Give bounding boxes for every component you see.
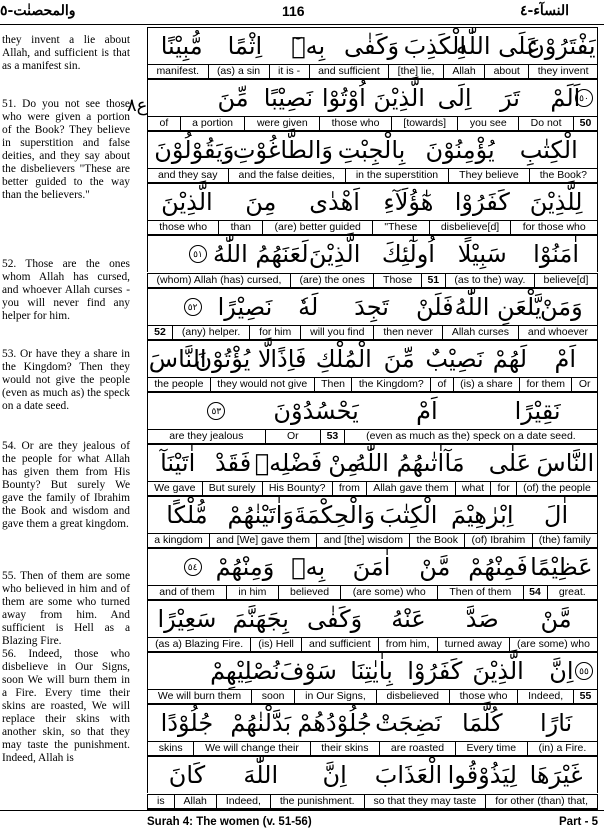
arabic-word: وَكَفٰى <box>307 605 363 634</box>
verse-number-marker: ٥٣ <box>207 402 225 420</box>
gloss-cell: Allah gave them <box>366 482 455 495</box>
arabic-word: لَّا يُؤْتُوْنَ <box>194 344 272 373</box>
gloss-cell: are they jealous <box>169 429 244 442</box>
gloss-cell: are roasted <box>379 742 455 755</box>
gloss-verse-number: 54 <box>523 586 547 599</box>
gloss-cell: (are some) who <box>509 638 597 651</box>
arabic-word: وَالْحِكْمَةَ <box>294 500 376 529</box>
part-indicator: Part - 5 <box>559 816 598 828</box>
arabic-word: اٰتَيْنَآ <box>160 448 196 477</box>
gloss-cell: turned away <box>437 638 509 651</box>
gloss-cell: Indeed, <box>216 795 270 808</box>
gloss-cell: (any) helper. <box>172 326 249 339</box>
arabic-word: سَوْفَ <box>279 657 337 686</box>
gloss-cell: of <box>159 117 169 130</box>
gloss-cell: in Our Signs, <box>294 690 375 703</box>
arabic-word: كُلَّمَا <box>461 709 503 738</box>
verse-number-marker: ٥٤ <box>184 558 202 576</box>
gloss-cell: in him <box>226 586 278 599</box>
arabic-line <box>147 756 598 793</box>
english-gloss-line <box>147 794 598 809</box>
arabic-line <box>147 652 598 689</box>
arabic-word: مِّنَ <box>217 84 249 113</box>
arabic-line <box>147 444 598 481</box>
gloss-cell: disbelieved <box>376 690 449 703</box>
juz-name-arabic: والمحصنٰت-٥ <box>0 3 76 19</box>
gloss-cell: you see <box>457 117 518 130</box>
arabic-word: اَمْ <box>416 396 438 425</box>
translation-paragraph: 52. Those are the ones whom Allah has cursed, and whoever Allah curses - you will never find any helper for him. <box>2 258 130 322</box>
arabic-word: يَفْتَرُوْنَ <box>527 32 596 61</box>
gloss-cell: they would not give <box>210 378 314 391</box>
arabic-word: لَهٗ <box>298 292 319 321</box>
english-gloss-line <box>147 64 598 79</box>
gloss-cell: (is) Hell <box>250 638 301 651</box>
english-gloss-line <box>147 741 598 756</box>
arabic-word: غَيْرَهَا <box>529 761 583 790</box>
gloss-cell: But surely <box>202 482 262 495</box>
arabic-word: عَنْهُ <box>391 605 426 634</box>
translation-paragraph: 53. Or have they a share in the Kingdom? Then they would not give the people (even as much as) the speck on a date seed. <box>2 348 130 412</box>
arabic-word: اِبْرٰهِيْمَ <box>451 500 514 529</box>
arabic-word: تَرَ <box>499 84 520 113</box>
gloss-cell: and [We] gave them <box>209 534 316 547</box>
arabic-word: اللّٰهَ <box>243 761 279 790</box>
arabic-word: الْكِتٰبَ <box>379 500 438 529</box>
arabic-word: اٰتٰىهُمُ اللّٰهُ <box>354 448 445 477</box>
gloss-cell: (are some) who <box>340 586 437 599</box>
arabic-word: مُّلْكًا <box>166 500 208 529</box>
arabic-word: نُصْلِيْهِمْ <box>210 657 280 686</box>
gloss-cell: from <box>332 482 366 495</box>
arabic-line <box>147 340 598 377</box>
gloss-cell: in the superstition <box>345 169 448 182</box>
gloss-cell: the people <box>154 377 204 390</box>
gloss-cell: for other (than) that, <box>485 795 597 808</box>
arabic-word: اٰلَ <box>544 500 569 529</box>
arabic-word: هٰٓؤُلَآءِ <box>383 188 434 217</box>
gloss-cell: (the) family <box>532 534 597 547</box>
arabic-word: النَّاسَ <box>148 344 207 373</box>
arabic-word: نَصِيْبًا <box>263 84 314 113</box>
gloss-cell: will you find <box>300 326 373 339</box>
arabic-line <box>147 600 598 637</box>
verse-number-marker: ٥١ <box>189 245 207 263</box>
gloss-cell: (even as much as the) speck on a date seed. <box>344 430 597 443</box>
gloss-cell: about <box>484 65 528 78</box>
gloss-cell: what <box>455 482 491 495</box>
arabic-word: مَّنْ <box>540 605 572 634</box>
gloss-cell: great. <box>547 586 597 599</box>
arabic-word: اَمْ <box>554 344 577 373</box>
gloss-cell: believed <box>278 586 341 599</box>
gloss-cell: those who <box>159 221 208 234</box>
gloss-cell: (of) Ibrahim <box>464 534 531 547</box>
gloss-cell: Every time <box>455 742 527 755</box>
arabic-word: لِيَذُوْقُوا <box>447 761 517 790</box>
arabic-word: يَحْسُدُوْنَ <box>273 396 359 425</box>
arabic-word: لِلَّذِيْنَ <box>529 188 583 217</box>
arabic-word: لَعَنَهُمُ اللّٰهُ <box>212 240 309 269</box>
arabic-word: الْعَذَابَ <box>374 761 443 790</box>
arabic-word: يُؤْمِنُوْنَ <box>425 136 495 165</box>
arabic-word: اِنَّ <box>322 761 347 790</box>
arabic-word: بِهٖٓ <box>291 32 326 61</box>
arabic-word: سَعِيْرًا <box>157 605 217 634</box>
arabic-word: الَّذِيْنَ <box>472 657 524 686</box>
gloss-cell: than <box>218 221 262 234</box>
translation-paragraph: 56. Indeed, those who disbelieve in Our Signs, soon We will burn them in a Fire. Every time their skins are roasted, We will replace their skins with another skin, so that they may taste the punishment. Indeed, Allah is <box>2 648 130 764</box>
gloss-cell: those who <box>319 117 391 130</box>
gloss-cell: Or <box>265 430 320 443</box>
english-gloss-line <box>147 273 598 288</box>
gloss-cell: the Book <box>409 534 464 547</box>
gloss-cell: and they say <box>157 169 218 182</box>
gloss-verse-number: 52 <box>154 325 166 338</box>
gloss-cell: is <box>157 794 165 807</box>
gloss-cell: Those <box>373 274 420 287</box>
arabic-word: وَكَفٰى <box>343 32 400 61</box>
arabic-word: فَاِذًا <box>270 344 307 373</box>
arabic-word: فَمِنْهُمْ <box>468 553 528 582</box>
gloss-cell: of <box>430 378 453 391</box>
gloss-cell: (are) the ones <box>290 274 374 287</box>
arabic-word: مَّنْ <box>419 553 451 582</box>
gloss-cell: (whom) Allah (has) cursed, <box>156 273 282 286</box>
arabic-word: مِنَ <box>245 188 277 217</box>
surah-reference: Surah 4: The women (v. 51-56) <box>147 816 312 828</box>
gloss-cell: [the] lie, <box>388 65 443 78</box>
arabic-word: جُلُوْدًا <box>160 709 214 738</box>
english-gloss-line <box>147 585 598 600</box>
gloss-cell: they invent <box>528 65 597 78</box>
translation-paragraph: 55. Then of them are some who believed in him and of them are some who turned away from him. And sufficient is Hell as a Blazing Fire. <box>2 570 130 647</box>
gloss-cell: We will burn them <box>157 690 242 703</box>
arabic-word: مِنْ <box>328 448 360 477</box>
gloss-cell: Allah <box>443 65 484 78</box>
surah-name-arabic: النسآء-٤ <box>520 3 570 19</box>
english-gloss-line <box>147 220 598 235</box>
arabic-line <box>147 27 598 64</box>
arabic-word: وَاٰتَيْنٰهُمْ <box>227 500 294 529</box>
arabic-line <box>147 704 598 741</box>
gloss-cell: Allah curses <box>442 326 518 339</box>
gloss-cell: Or <box>571 378 597 391</box>
gloss-cell: (is) a share <box>453 378 519 391</box>
gloss-cell: (in) a Fire. <box>527 742 597 755</box>
gloss-verse-number: 55 <box>573 690 597 703</box>
arabic-word: كَفَرُوْا <box>454 188 510 217</box>
arabic-word: اٰمَنَ <box>352 553 391 582</box>
gloss-cell: a kingdom <box>154 534 203 546</box>
gloss-cell: We will change their <box>193 742 309 755</box>
arabic-word: وَمِنْهُمْ <box>215 553 275 582</box>
gloss-cell: and sufficient <box>309 65 389 78</box>
gloss-cell: a portion <box>180 117 245 130</box>
arabic-word: الَّذِيْنَ <box>308 240 361 269</box>
arabic-word: نَقِيْرًا <box>514 396 561 425</box>
gloss-cell: then never <box>373 326 442 339</box>
arabic-word: نَارًا <box>539 709 573 738</box>
verse-number-marker: ٥٥ <box>575 662 593 680</box>
header-divider <box>0 24 604 25</box>
gloss-cell: the punishment. <box>270 795 364 808</box>
translation-paragraph: they invent a lie about Allah, and sufficient is that as a manifest sin. <box>2 34 130 72</box>
english-gloss-line <box>147 637 598 652</box>
gloss-cell: from him, <box>378 638 437 651</box>
arabic-word: مَآ <box>444 448 465 477</box>
arabic-word: اَلَمْ <box>550 84 581 113</box>
gloss-cell: His Bounty? <box>262 482 332 495</box>
gloss-cell: for him <box>249 326 300 339</box>
page-number: 116 <box>282 3 305 19</box>
gloss-cell: and the false deities, <box>228 169 345 182</box>
gloss-cell: (as) a sin <box>208 65 269 78</box>
gloss-cell: for them <box>519 378 571 391</box>
gloss-cell: (as to the) way. <box>445 274 534 287</box>
gloss-cell: manifest. <box>156 65 200 78</box>
arabic-line <box>147 131 598 168</box>
arabic-line <box>147 183 598 220</box>
english-gloss-line <box>147 325 598 340</box>
arabic-word: فَقَدْ <box>214 448 252 477</box>
gloss-verse-number: 50 <box>573 117 597 130</box>
english-gloss-line <box>147 377 598 392</box>
gloss-cell: "These <box>372 221 428 234</box>
verse-number-marker: ٥٢ <box>184 298 202 316</box>
english-gloss-line <box>147 689 598 704</box>
gloss-cell: it is - <box>269 65 309 78</box>
arabic-word: لَهُمْ <box>492 344 528 373</box>
arabic-word: كَفَرُوْا <box>407 657 463 686</box>
gloss-verse-number: 53 <box>320 430 344 443</box>
arabic-word: الْمُلْكِ <box>315 344 372 373</box>
gloss-cell: for those who <box>510 221 597 234</box>
gloss-cell: (are) better guided <box>262 221 372 234</box>
translation-paragraph: 54. Or are they jealous of the people for what Allah has given them from His Bounty? But surely We gave the family of Ibrahim the Book and wisdom and gave them a great kingdom. <box>2 440 130 530</box>
arabic-word: بِاٰيٰتِنَا <box>350 657 393 686</box>
gloss-cell: and whoever <box>518 326 597 339</box>
arabic-word: سَبِيْلًا <box>457 240 507 269</box>
gloss-cell: Then <box>314 378 352 391</box>
gloss-cell: those who <box>449 690 518 703</box>
arabic-word: اُوْتُوْا <box>321 84 366 113</box>
gloss-cell: disbelieve[d] <box>429 221 511 234</box>
arabic-word: اٰمَنُوْا <box>533 240 580 269</box>
arabic-word: نَصِيْرًا <box>217 292 273 321</box>
arabic-word: يَّلْعَنِ اللّٰهُ <box>454 292 542 321</box>
arabic-line <box>147 548 598 585</box>
arabic-word: اِنَّ <box>549 657 574 686</box>
gloss-cell: so that they may taste <box>364 795 486 808</box>
arabic-word: الَّذِيْنَ <box>161 188 213 217</box>
word-by-word-grid <box>147 27 598 809</box>
arabic-line <box>147 79 598 116</box>
arabic-word: الْكَذِبَ <box>403 32 467 61</box>
arabic-word: مِّنَ <box>383 344 415 373</box>
english-gloss-line <box>147 168 598 183</box>
gloss-cell: (as a) Blazing Fire. <box>155 638 244 651</box>
gloss-cell: and of them <box>159 586 215 599</box>
gloss-cell: soon <box>251 690 294 703</box>
gloss-cell: and [the] wisdom <box>316 534 409 547</box>
gloss-cell: Do not <box>518 117 573 130</box>
arabic-word: اِثْمًا <box>227 32 263 61</box>
gloss-cell: for <box>490 482 516 495</box>
arabic-word: عَلٰى <box>488 448 532 477</box>
verse-number-marker: ٥٠ <box>575 89 593 107</box>
arabic-word: وَيَقُوْلُوْنَ <box>154 136 235 165</box>
arabic-word: جُلُوْدُهُمْ <box>297 709 372 738</box>
arabic-line <box>147 235 598 272</box>
arabic-word: الَّذِيْنَ <box>373 84 425 113</box>
gloss-cell: [towards] <box>391 117 458 130</box>
page-footer <box>0 810 604 832</box>
arabic-word: عَلَى اللّٰهِ <box>455 32 541 61</box>
ruku-marker: ع٨ <box>127 95 148 115</box>
arabic-word: نَصِيْبٌ <box>425 344 484 373</box>
arabic-word: مُّبِيْنًا <box>160 32 203 61</box>
arabic-word: تَجِدَ <box>354 292 389 321</box>
translation-paragraph: 51. Do you not see those who were given a portion of the Book? They believe in superstition and false deities, and they say about the disbelievers "These are better guided to the way than the believers." <box>2 98 130 201</box>
gloss-cell: We gave <box>154 481 196 494</box>
gloss-cell: They believe <box>448 169 529 182</box>
arabic-word: بِالْجِبْتِ <box>337 136 406 165</box>
arabic-word: بَدَّلْنٰهُمْ <box>230 709 292 738</box>
gloss-cell: Indeed, <box>517 690 573 703</box>
gloss-cell: their skins <box>310 742 380 755</box>
arabic-word: اَهْدٰى <box>309 188 360 217</box>
gloss-cell: and sufficient <box>301 638 378 651</box>
gloss-cell: were given <box>244 117 319 130</box>
arabic-word: بِجَهَنَّمَ <box>232 605 289 634</box>
arabic-word: فَلَنْ <box>415 292 454 321</box>
arabic-word: الْكِتٰبِ <box>519 136 578 165</box>
gloss-cell: the Book? <box>529 169 597 182</box>
arabic-word: وَمَنْ <box>540 292 583 321</box>
gloss-cell: skins <box>158 742 183 755</box>
arabic-word: عَظِيْمًا <box>530 553 593 582</box>
arabic-word: نَضِجَتْ <box>375 709 442 738</box>
gloss-cell: Allah <box>174 795 216 808</box>
arabic-word: اِلَى <box>437 84 472 113</box>
gloss-cell: believe[d] <box>534 274 597 287</box>
arabic-word: وَالطَّاغُوْتِ <box>232 136 333 165</box>
gloss-cell: the Kingdom? <box>351 378 430 391</box>
footer-divider <box>0 810 604 811</box>
page-header <box>0 0 604 26</box>
arabic-word: بِهٖ <box>291 553 326 582</box>
arabic-line <box>147 288 598 325</box>
arabic-word: اُولٰٓئِكَ <box>381 240 435 269</box>
english-gloss-line <box>147 481 598 496</box>
arabic-line <box>147 392 598 429</box>
arabic-word: النَّاسَ <box>536 448 595 477</box>
arabic-line <box>147 496 598 533</box>
arabic-word: فَضْلِهٖ <box>254 448 323 477</box>
english-gloss-line <box>147 429 598 444</box>
english-gloss-line <box>147 116 598 131</box>
gloss-cell: Then of them <box>437 586 523 599</box>
gloss-verse-number: 51 <box>421 274 445 287</box>
gloss-cell: (of) the people <box>516 482 597 495</box>
arabic-word: كَانَ <box>168 761 206 790</box>
english-gloss-line <box>147 533 598 548</box>
arabic-word: صَدَّ <box>465 605 499 634</box>
